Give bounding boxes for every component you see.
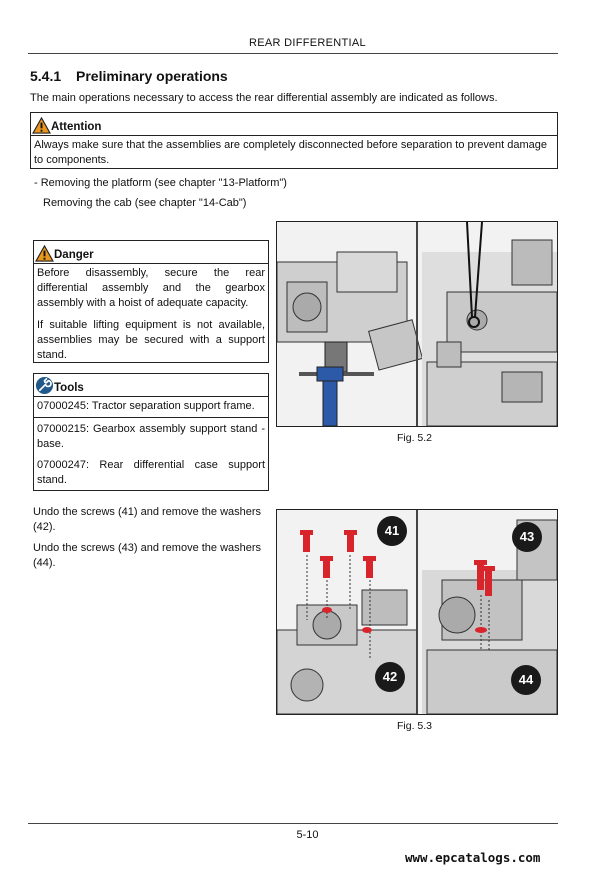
step-cab: Removing the cab (see chapter "14-Cab") xyxy=(43,197,247,209)
figure-5-3-caption: Fig. 5.3 xyxy=(397,720,433,732)
danger-paragraph-1: Before disassembly, secure the rear differential assembly and the gearbox assembly with a hoist of adequate capacity. xyxy=(37,267,265,309)
danger-label: Danger xyxy=(54,249,94,261)
section-title: Preliminary operations xyxy=(76,68,228,84)
warning-triangle-icon xyxy=(35,245,54,262)
header-rule xyxy=(28,53,558,54)
section-heading xyxy=(30,68,228,84)
page-number: 5-10 xyxy=(296,829,319,841)
danger-header xyxy=(34,241,268,264)
section-intro: The main operations necessary to access the rear differential assembly are indicated as follows. xyxy=(30,92,498,104)
figure-5-2-caption: Fig. 5.2 xyxy=(397,432,433,444)
running-header: REAR DIFFERENTIAL xyxy=(249,37,366,49)
attention-label: Attention xyxy=(51,121,102,133)
warning-triangle-icon xyxy=(32,117,51,134)
attention-text: Always make sure that the assemblies are completely disconnected before separation to prevent damage to components. xyxy=(34,139,548,166)
callout-44: 44 xyxy=(511,665,541,695)
tool-item-1: 07000245: Tractor separation support frame. xyxy=(34,397,268,418)
attention-header xyxy=(31,113,557,136)
footer-rule xyxy=(28,823,558,824)
callout-41: 41 xyxy=(377,516,407,546)
figure-5-3 xyxy=(276,509,558,715)
tools-header xyxy=(34,374,268,397)
figure-5-2 xyxy=(276,221,558,427)
section-number: 5.4.1 xyxy=(30,68,62,84)
step-platform: - Removing the platform (see chapter "13-Platform") xyxy=(34,177,287,189)
tool-item-2: 07000215: Gearbox assembly support stand - base. xyxy=(37,423,265,450)
website-watermark: www.epcatalogs.com xyxy=(405,850,541,865)
tools-box xyxy=(33,373,269,491)
screw-step-1: Undo the screws (41) and remove the washers (42). xyxy=(33,506,262,533)
tools-label: Tools xyxy=(54,382,84,394)
tool-item-3: 07000247: Rear differential case support stand. xyxy=(37,459,265,486)
screw-step-2: Undo the screws (43) and remove the washers (44). xyxy=(33,542,262,569)
attention-box xyxy=(30,112,558,169)
wrench-icon xyxy=(35,376,54,395)
figure-5-2-illustration xyxy=(277,222,557,426)
danger-box xyxy=(33,240,269,363)
callout-43: 43 xyxy=(512,522,542,552)
callout-42: 42 xyxy=(375,662,405,692)
danger-paragraph-2: If suitable lifting equipment is not available, assemblies may be secured with a support stand. xyxy=(37,319,265,361)
